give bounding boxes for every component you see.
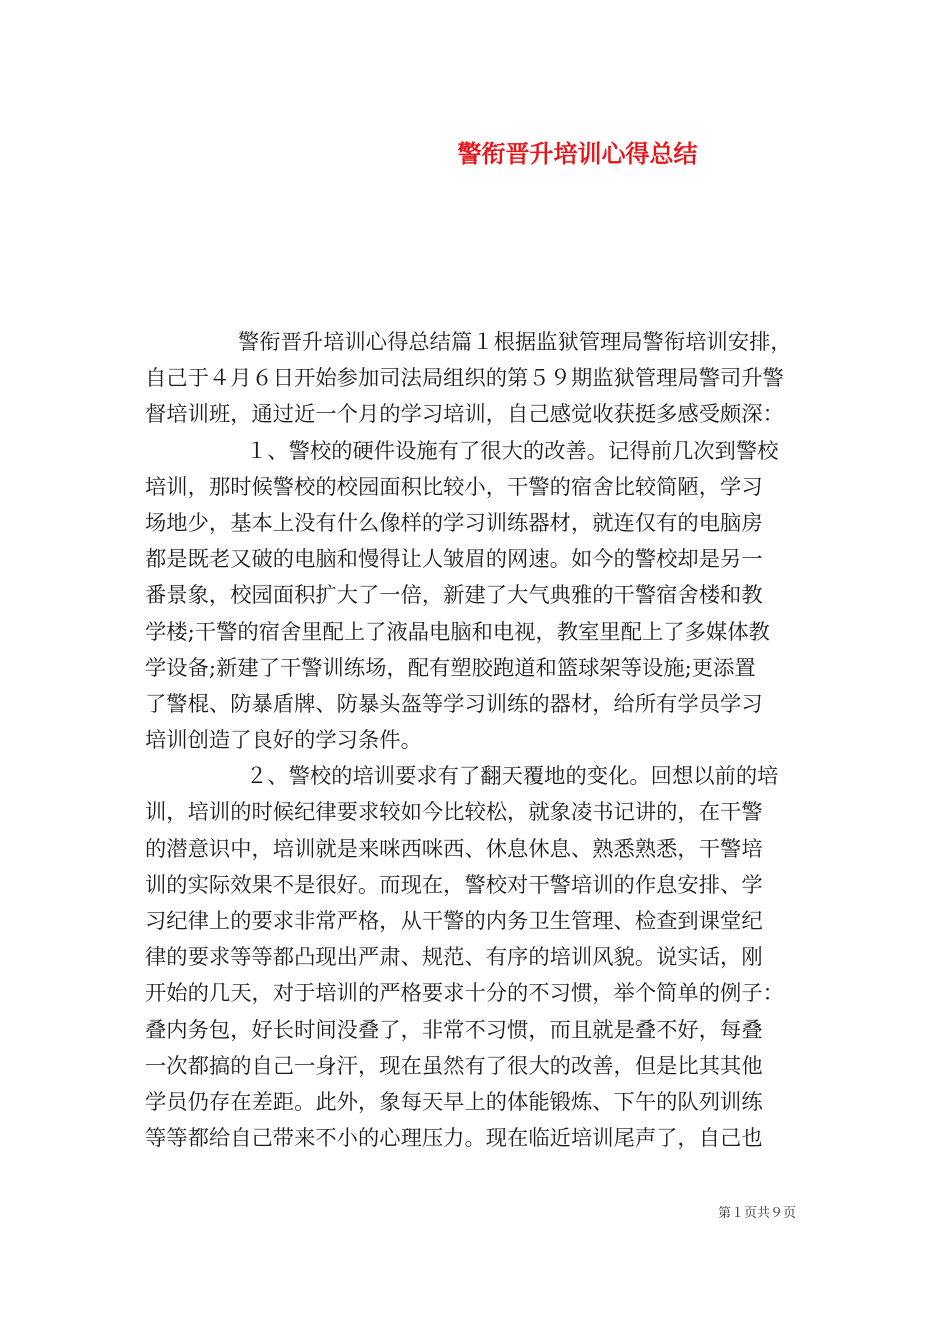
paragraph-2-line-9: 培训创造了良好的学习条件。 bbox=[145, 728, 422, 754]
paragraph-1-line-1: 警衔晋升培训心得总结篇１根据监狱管理局警衔培训安排， bbox=[238, 330, 792, 355]
paragraph-2-line-8: 了警棍、防暴盾牌、防暴头盔等学习训练的器材，给所有学员学习 bbox=[145, 691, 763, 717]
paragraph-3-line-10: 学员仍存在差距。此外，象每天早上的体能锻炼、下午的队列训练 bbox=[145, 1089, 763, 1115]
paragraph-2-line-6: 学楼;干警的宿舍里配上了液晶电脑和电视，教室里配上了多媒体教 bbox=[145, 619, 770, 645]
paragraph-3-line-6: 律的要求等等都凸现出严肃、规范、有序的培训风貌。说实话，刚 bbox=[145, 945, 763, 971]
page-number-indicator: 第１页共９页 bbox=[718, 1206, 797, 1221]
paragraph-2-line-1: １、警校的硬件设施有了很大的改善。记得前几次到警校 bbox=[246, 438, 779, 464]
paragraph-2-line-2: 培训，那时候警校的校园面积比较小，干警的宿舍比较简陋，学习 bbox=[145, 474, 763, 500]
paragraph-2-line-5: 番景象，校园面积扩大了一倍，新建了大气典雅的干警宿舍楼和教 bbox=[145, 583, 763, 609]
document-title: 警衔晋升培训心得总结 bbox=[457, 139, 698, 168]
paragraph-3-line-5: 习纪律上的要求非常严格，从干警的内务卫生管理、检查到课堂纪 bbox=[145, 909, 763, 934]
paragraph-3-line-2: 训，培训的时候纪律要求较如今比较松，就象凌书记讲的，在干警 bbox=[145, 800, 763, 826]
paragraph-1-line-3: 督培训班，通过近一个月的学习培训，自己感觉收获挺多感受颇深： bbox=[145, 402, 784, 428]
paragraph-3-line-4: 训的实际效果不是很好。而现在，警校对干警培训的作息安排、学 bbox=[145, 872, 763, 898]
paragraph-3-line-7: 开始的几天，对于培训的严格要求十分的不习惯，举个简单的例子： bbox=[145, 981, 784, 1007]
paragraph-3-line-1: ２、警校的培训要求有了翻天覆地的变化。回想以前的培 bbox=[246, 764, 779, 790]
paragraph-2-line-3: 场地少，基本上没有什么像样的学习训练器材，就连仅有的电脑房 bbox=[145, 510, 763, 536]
paragraph-2-line-7: 学设备;新建了干警训练场，配有塑胶跑道和篮球架等设施;更添置 bbox=[145, 655, 756, 681]
document-body bbox=[145, 325, 805, 1157]
paragraph-3-line-9: 一次都搞的自己一身汗，现在虽然有了很大的改善，但是比其其他 bbox=[145, 1053, 763, 1079]
paragraph-3-line-8: 叠内务包，好长时间没叠了，非常不习惯，而且就是叠不好，每叠 bbox=[145, 1017, 763, 1043]
paragraph-3-line-3: 的潜意识中，培训就是来咪西咪西、休息休息、熟悉熟悉，干警培 bbox=[145, 836, 763, 862]
paragraph-3-line-11: 等等都给自己带来不小的心理压力。现在临近培训尾声了，自己也 bbox=[145, 1126, 763, 1152]
paragraph-2-line-4: 都是既老又破的电脑和慢得让人皱眉的网速。如今的警校却是另一 bbox=[145, 547, 763, 573]
paragraph-1-line-2: 自己于４月６日开始参加司法局组织的第５９期监狱管理局警司升警 bbox=[145, 366, 784, 392]
